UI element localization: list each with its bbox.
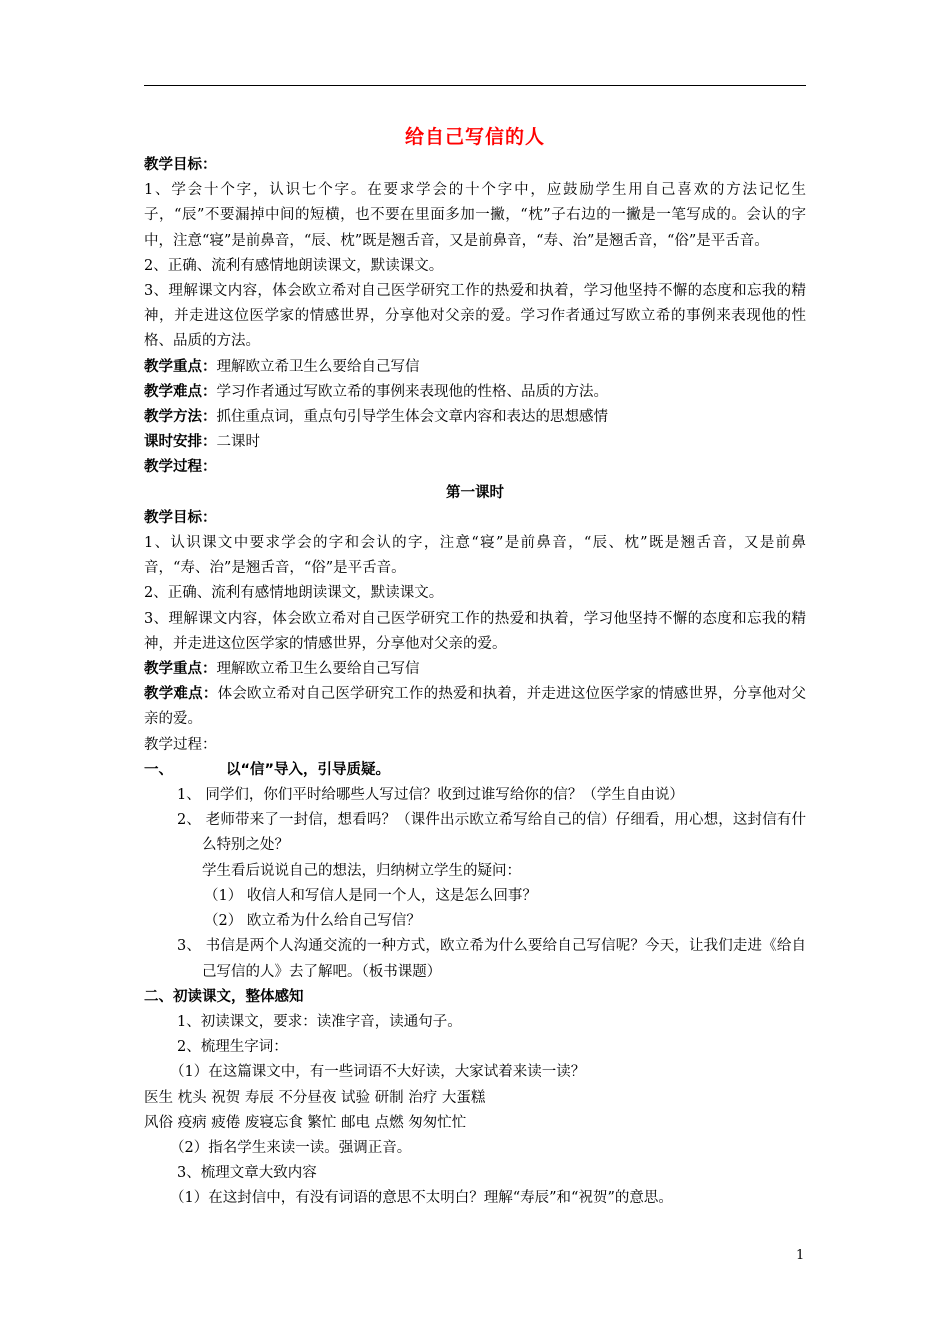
key-point-text: 理解欧立希卫生么要给自己写信 <box>216 358 420 375</box>
section2-sub-3: （1）在这封信中，有没有词语的意思不太明白？理解“寿辰”和“祝贺”的意思。 <box>170 1190 673 1207</box>
section2-words-1: 医生 枕头 祝贺 寿辰 不分昼夜 试验 研制 治疗 大蛋糕 <box>144 1089 486 1106</box>
schedule-text: 二课时 <box>216 434 260 451</box>
section2-item-3: 3、梳理文章大致内容 <box>177 1165 317 1182</box>
lesson1-difficulty-label: 教学难点： <box>144 686 218 703</box>
lesson1-heading: 第一课时 <box>446 484 504 501</box>
difficulty-label: 教学难点： <box>144 383 217 400</box>
lesson1-objectives-label: 教学目标： <box>144 509 217 526</box>
schedule <box>144 430 806 455</box>
section1-number: 一、 <box>144 761 173 778</box>
document-body <box>144 153 806 1212</box>
key-point <box>144 355 806 380</box>
objectives-label: 教学目标： <box>144 157 217 173</box>
objective-3: 3、理解课文内容，体会欧立希对自己医学研究工作的热爱和执着，学习他坚持不懈的态度和忘我的精神，并走进这位医学家的情感世界，分享他对父亲的爱。学习作者通过写欧立希的事例来表现他的性格、品质的方法。 <box>144 283 806 350</box>
section2-heading: 二、初读课文，整体感知 <box>144 988 304 1005</box>
lesson1-difficulty <box>144 682 806 732</box>
lesson1-process-label: 教学过程： <box>144 736 217 753</box>
objective-1: 1、学会十个字，认识七个字。在要求学会的十个字中，应鼓励学生用自己喜欢的方法记忆生子，“辰”不要漏掉中间的短横，也不要在里面多加一撇，“枕”子右边的一撇是一笔写成的。会认的字中，注意“寝”是前鼻音，“辰、枕”既是翘舌音，又是前鼻音，“寿、治”是翘舌音，“俗”是平舌音。 <box>144 182 806 249</box>
difficulty <box>144 380 806 405</box>
method-text: 抓住重点词，重点句引导学生体会文章内容和表达的思想感情 <box>216 409 608 426</box>
key-point-label: 教学重点： <box>144 358 217 375</box>
page-number: 1 <box>796 1248 805 1263</box>
lesson1-objective-2: 2、正确、流利有感情地朗读课文，默读课文。 <box>144 585 444 602</box>
lesson1-key-point <box>144 657 806 682</box>
lesson1-objective-1: 1、认识课文中要求学会的字和会认的字，注意“寝”是前鼻音，“辰、枕”既是翘舌音，又是前鼻音，“寿、治”是翘舌音，“俗”是平舌音。 <box>144 535 806 577</box>
section1-heading <box>144 758 806 783</box>
method <box>144 405 806 430</box>
method-label: 教学方法： <box>144 409 217 426</box>
section2-item-1: 1、初读课文，要求：读准字音，读通句子。 <box>177 1013 462 1030</box>
section1-title: 以“信”导入，引导质疑。 <box>226 761 391 778</box>
objective-2: 2、正确、流利有感情地朗读课文，默读课文。 <box>144 257 444 274</box>
section1-item-1: 1、 同学们，你们平时给哪些人写过信？收到过谁写给你的信？（学生自由说） <box>177 787 684 804</box>
section2-sub-2: （2）指名学生来读一读。强调正音。 <box>170 1139 412 1156</box>
difficulty-text: 学习作者通过写欧立希的事例来表现他的性格、品质的方法。 <box>216 383 608 400</box>
section1-item-3: 3、 书信是两个人沟通交流的一种方式，欧立希为什么要给自己写信呢？今天，让我们走进《给自己写信的人》去了解吧。（板书课题） <box>177 938 806 980</box>
process-label: 教学过程： <box>144 459 217 476</box>
section1-item-2: 2、 老师带来了一封信，想看吗？（课件出示欧立希写给自己的信）仔细看，用心想，这封信有什么特别之处？ <box>177 812 806 854</box>
header-rule <box>144 85 806 86</box>
section1-note: 学生看后说说自己的想法，归纳树立学生的疑问： <box>202 862 521 879</box>
section2-item-2: 2、梳理生字词： <box>177 1039 288 1056</box>
schedule-label: 课时安排： <box>144 434 217 451</box>
section1-question-2: （2） 欧立希为什么给自己写信？ <box>204 913 421 930</box>
document-title: 给自己写信的人 <box>404 126 545 148</box>
section1-question-1: （1） 收信人和写信人是同一个人，这是怎么回事？ <box>204 887 537 904</box>
lesson1-key-point-label: 教学重点： <box>144 661 217 678</box>
lesson1-difficulty-text: 体会欧立希对自己医学研究工作的热爱和执着，并走进这位医学家的情感世界，分享他对父亲的爱。 <box>144 686 807 728</box>
lesson1-key-point-text: 理解欧立希卫生么要给自己写信 <box>216 661 420 678</box>
section2-sub-1: （1）在这篇课文中，有一些词语不大好读，大家试着来读一读？ <box>170 1064 586 1081</box>
section2-words-2: 风俗 疫病 疲倦 废寝忘食 繁忙 邮电 点燃 匆匆忙忙 <box>144 1114 467 1131</box>
lesson1-objective-3: 3、理解课文内容，体会欧立希对自己医学研究工作的热爱和执着，学习他坚持不懈的态度和忘我的精神，并走进这位医学家的情感世界，分享他对父亲的爱。 <box>144 610 806 652</box>
